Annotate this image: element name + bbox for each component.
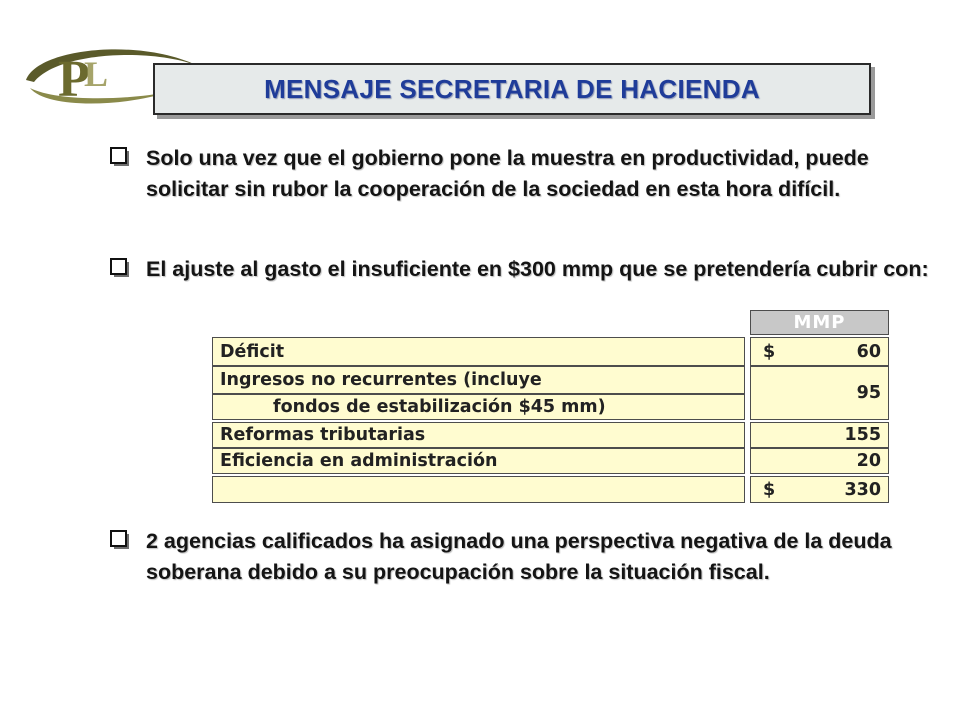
table-total-value (750, 476, 889, 503)
svg-text:P: P (58, 51, 90, 108)
table-row-label-continued: fondos de estabilización $45 mm) (212, 394, 745, 420)
checkbox-bullet-icon (110, 258, 130, 278)
bullet-text: El ajuste al gasto el insuficiente en $300 mmp que se pretendería cubrir con: (146, 257, 929, 281)
table-row-value: 155 (750, 422, 889, 448)
table-total-label (212, 476, 745, 503)
checkbox-bullet-icon (110, 530, 130, 550)
bullet-item (110, 143, 940, 205)
bullet-text: Solo una vez que el gobierno pone la muestra en productividad, puede solicitar sin rubor la cooperación de la sociedad en esta hora difícil. (146, 146, 869, 201)
bullet-item (110, 526, 940, 588)
table-row-value: 95 (750, 366, 889, 420)
currency-symbol: $ (763, 479, 776, 500)
bullet-item (110, 254, 940, 285)
bullet-text: 2 agencias calificados ha asignado una perspectiva negativa de la deuda soberana debido a su preocupación sobre la situación fiscal. (146, 529, 892, 584)
table-row-value: 20 (750, 448, 889, 474)
table-row-label: Eficiencia en administración (212, 448, 745, 474)
total-value-text: 330 (844, 479, 881, 500)
checkbox-bullet-icon (110, 147, 130, 167)
table-row-label: Déficit (212, 337, 745, 366)
value-text: 60 (856, 341, 881, 362)
table-unit-header: MMP (750, 310, 889, 335)
table-row-label: Reformas tributarias (212, 422, 745, 448)
page-title: MENSAJE SECRETARIA DE HACIENDA (264, 73, 760, 104)
svg-text:L: L (84, 54, 109, 94)
title-box (153, 63, 871, 115)
table-row-label: Ingresos no recurrentes (incluye (212, 366, 745, 394)
currency-symbol: $ (763, 341, 776, 362)
table-row-value (750, 337, 889, 366)
